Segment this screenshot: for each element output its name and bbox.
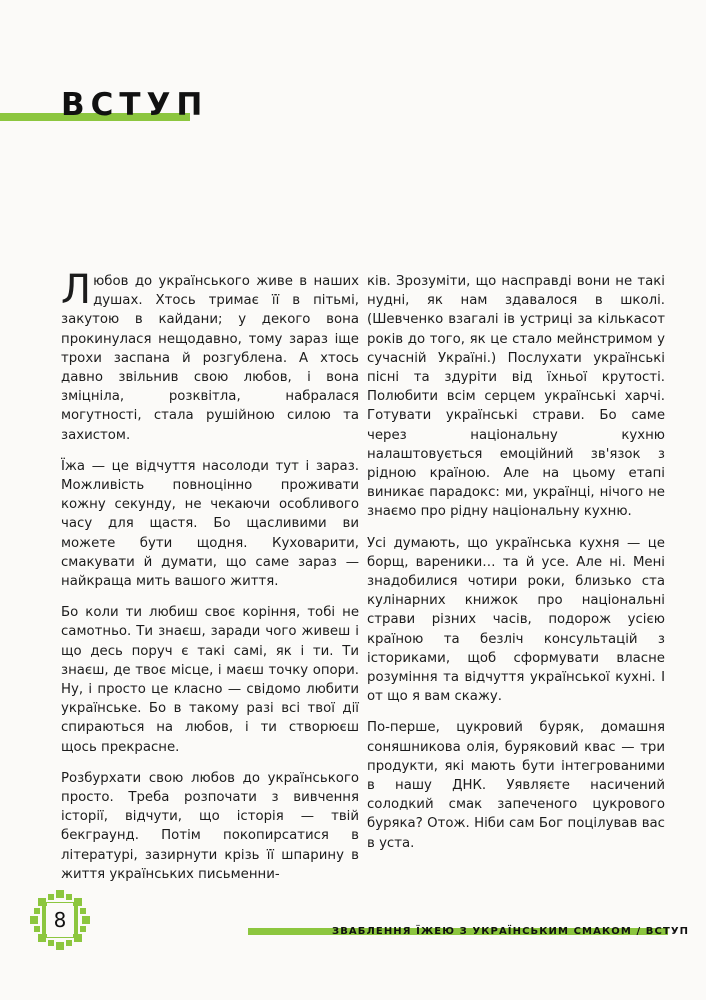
paragraph-2: Їжа — це відчуття насолоди тут і зараз. Можливість повноцінно проживати кожну секунду, не чекаючи особливого часу для щастя. Бо щасливими ви можете бути щодня. Куховарити, смакувати й думати, що саме зараз — найкраща мить вашого життя. bbox=[61, 458, 359, 590]
paragraph-1-text: юбов до українського живе в наших душах. Хтось тримає її в пітьмі, закутою в кайдани; у декого вона прокинулася нещодавно, тому зараз іще трохи заспана й розгублена. А хтось давно звільнив свою любов, і вона зміцніла, розквітла, набралася могутності, стала рушійною силою та захистом. bbox=[61, 274, 359, 443]
right-column bbox=[367, 272, 665, 865]
running-footer: ЗВАБЛЕННЯ ЇЖЕЮ З УКРАЇНСЬКИМ СМАКОМ / ВСТУП bbox=[332, 926, 690, 937]
paragraph-6: Усі думають, що українська кухня — це борщ, вареники… та й усе. Але ні. Мені знадобилися чотири роки, близько ста кулінарних книжок про національні страви різних часів, подорож усією країною та безліч консультацій з істориками, щоб сформувати власне розуміння та відчуття української кухні. І от що я вам скажу. bbox=[367, 535, 665, 705]
paragraph-5: ків. Зрозуміти, що насправді вони не такі нудні, як нам здавалося в школі. (Шевченко взагалі ів устриці за кількасот років до того, як це стало мейнстримом у сучасній Україні.) Послухати українські пісні та здуріти від їхньої крутості. Полюбити всім серцем українські харчі. Готувати українські страви. Бо саме через національну кухню налаштовується емоційний зв'язок з рідною країною. Але на цьому етапі виникає парадокс: ми, українці, нічого не знаємо про рідну національну кухню. bbox=[367, 274, 665, 520]
paragraph-7: По-перше, цукровий буряк, домашня соняшникова олія, буряковий квас — три продукти, які мають бути інтегрованими в нашу ДНК. Уявляєте насичений солодкий смак запеченого цукрового буряка? Отож. Ніби сам Бог поцілував вас в уста. bbox=[367, 720, 665, 851]
paragraph-3: Бо коли ти любиш своє коріння, тобі не самотньо. Ти знаєш, заради чого живеш і що десь поруч є такі самі, як і ти. Ти знаєш, де твоє місце, і маєш точку опори. Ну, і просто це класно — свідомо любити українське. Бо в такому разі всі твої дії спираються на любов, і ти створюєш щось прекрасне. bbox=[61, 605, 359, 755]
paragraph-1 bbox=[61, 267, 359, 445]
page-title: ВСТУП bbox=[61, 87, 209, 123]
drop-cap: Л bbox=[61, 267, 92, 313]
left-column bbox=[61, 267, 359, 896]
paragraph-4: Розбурхати свою любов до українського просто. Треба розпочати з вивчення історії, відчути, що історія — твій бекграунд. Потім покопирсатися в літературі, зазирнути крізь її шпарину в життя українських письменни- bbox=[61, 770, 359, 882]
page-number: 8 bbox=[47, 903, 73, 937]
